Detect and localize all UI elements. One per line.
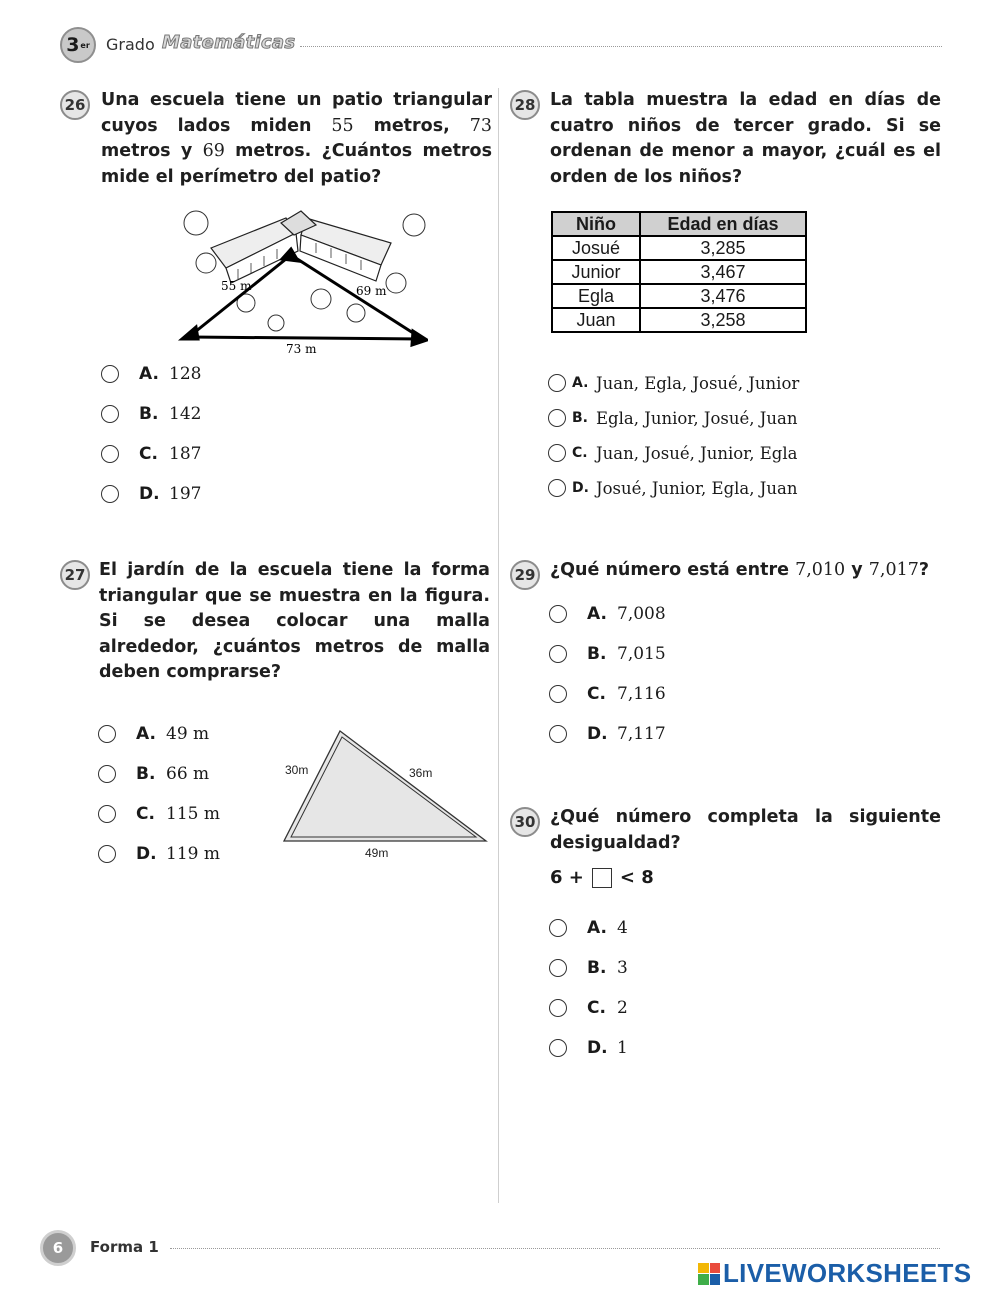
question-30-options	[549, 915, 628, 1061]
liveworksheets-wordmark: LIVEWORKSHEETS	[723, 1258, 972, 1288]
option-28-d[interactable]: D. Josué, Junior, Egla, Juan	[548, 476, 799, 500]
option-30-b[interactable]: B. 3	[549, 955, 628, 981]
question-29-text: ¿Qué número está entre 7,010 y 7,017?	[550, 560, 930, 580]
table-row	[552, 260, 806, 284]
question-number-29: 29	[510, 560, 540, 590]
figure-label-73: 73 m	[286, 342, 317, 356]
question-number-30: 30	[510, 807, 540, 837]
ages-table	[551, 211, 807, 333]
radio-button[interactable]	[98, 845, 116, 863]
question-30-text: ¿Qué número completa la siguiente desigualdad?	[550, 807, 941, 853]
radio-button[interactable]	[549, 1039, 567, 1057]
option-30-a[interactable]: A. 4	[549, 915, 628, 941]
radio-button[interactable]	[98, 805, 116, 823]
grade-superscript: er	[80, 40, 90, 50]
table-header-cell: Edad en días	[640, 212, 806, 236]
table-header-row	[552, 212, 806, 236]
triangle-label-30m: 30m	[285, 763, 309, 777]
radio-button[interactable]	[101, 405, 119, 423]
column-divider	[498, 88, 499, 1203]
option-27-d[interactable]: D. 119 m	[98, 841, 220, 867]
option-26-b[interactable]: B. 142	[101, 401, 201, 427]
radio-button[interactable]	[549, 999, 567, 1017]
option-29-b[interactable]: B. 7,015	[549, 641, 666, 667]
question-26-options	[101, 361, 201, 507]
question-28-text: La tabla muestra la edad en días de cuatro niños de tercer grado. Si se ordenan de menor a mayor, ¿cuál es el orden de los niños?	[550, 90, 941, 187]
table-row	[552, 308, 806, 332]
table-cell: 3,476	[640, 284, 806, 308]
radio-button[interactable]	[548, 374, 566, 392]
option-27-a[interactable]: A. 49 m	[98, 721, 220, 747]
figure-label-69: 69 m	[356, 284, 387, 298]
answer-box[interactable]	[592, 868, 612, 888]
radio-button[interactable]	[549, 685, 567, 703]
form-label: Forma 1	[90, 1238, 159, 1256]
grade-number: 3	[66, 34, 80, 56]
option-28-b[interactable]: B. Egla, Junior, Josué, Juan	[548, 406, 799, 430]
triangle-label-36m: 36m	[409, 766, 433, 780]
radio-button[interactable]	[549, 645, 567, 663]
option-29-d[interactable]: D. 7,117	[549, 721, 666, 747]
question-27-text: El jardín de la escuela tiene la forma triangular que se muestra en la figura. Si se desea colocar una malla alrededor, ¿cuántos metros de malla deben comprarse?	[99, 560, 490, 682]
option-30-c[interactable]: C. 2	[549, 995, 628, 1021]
radio-button[interactable]	[549, 919, 567, 937]
radio-button[interactable]	[548, 409, 566, 427]
radio-button[interactable]	[101, 485, 119, 503]
option-28-a[interactable]: A. Juan, Egla, Josué, Junior	[548, 371, 799, 395]
inequality-expression	[550, 867, 654, 888]
table-row	[552, 284, 806, 308]
table-cell: Junior	[552, 260, 640, 284]
radio-button[interactable]	[549, 959, 567, 977]
option-27-b[interactable]: B. 66 m	[98, 761, 220, 787]
radio-button[interactable]	[549, 725, 567, 743]
radio-button[interactable]	[101, 445, 119, 463]
table-cell: 3,285	[640, 236, 806, 260]
radio-button[interactable]	[98, 765, 116, 783]
school-patio-illustration	[176, 203, 428, 357]
footer-divider	[170, 1248, 940, 1249]
question-number-26: 26	[60, 90, 90, 120]
garden-triangle-figure	[280, 725, 492, 865]
option-26-a[interactable]: A. 128	[101, 361, 201, 387]
inequality-left: 6 +	[550, 867, 584, 888]
option-27-c[interactable]: C. 115 m	[98, 801, 220, 827]
table-cell: Juan	[552, 308, 640, 332]
liveworksheets-logo[interactable]	[698, 1258, 971, 1289]
radio-button[interactable]	[101, 365, 119, 383]
option-28-c[interactable]: C. Juan, Josué, Junior, Egla	[548, 441, 799, 465]
grade-badge	[60, 27, 96, 63]
radio-button[interactable]	[548, 444, 566, 462]
question-number-27: 27	[60, 560, 90, 590]
option-29-a[interactable]: A. 7,008	[549, 601, 666, 627]
radio-button[interactable]	[549, 605, 567, 623]
subject-title: Matemáticas	[162, 32, 296, 53]
grade-label: Grado	[106, 35, 155, 54]
question-28-options	[548, 371, 799, 500]
table-header-cell: Niño	[552, 212, 640, 236]
inequality-right: < 8	[619, 867, 654, 888]
table-cell: 3,258	[640, 308, 806, 332]
page-number-badge: 6	[40, 1230, 76, 1266]
table-cell: 3,467	[640, 260, 806, 284]
option-26-c[interactable]: C. 187	[101, 441, 201, 467]
figure-label-55: 55 m	[221, 279, 252, 293]
option-26-d[interactable]: D. 197	[101, 481, 201, 507]
radio-button[interactable]	[98, 725, 116, 743]
triangle-label-49m: 49m	[365, 846, 389, 860]
radio-button[interactable]	[548, 479, 566, 497]
header-divider	[300, 46, 942, 47]
question-27-options	[98, 721, 220, 867]
table-cell: Egla	[552, 284, 640, 308]
liveworksheets-cubes-icon	[698, 1263, 720, 1285]
option-30-d[interactable]: D. 1	[549, 1035, 628, 1061]
question-26-text: Una escuela tiene un patio triangular cuyos lados miden 55 metros, 73 metros y 69 metros. ¿Cuántos metros mide el perímetro del patio?	[101, 90, 492, 187]
question-number-28: 28	[510, 90, 540, 120]
question-29-options	[549, 601, 666, 747]
option-29-c[interactable]: C. 7,116	[549, 681, 666, 707]
table-row	[552, 236, 806, 260]
table-cell: Josué	[552, 236, 640, 260]
